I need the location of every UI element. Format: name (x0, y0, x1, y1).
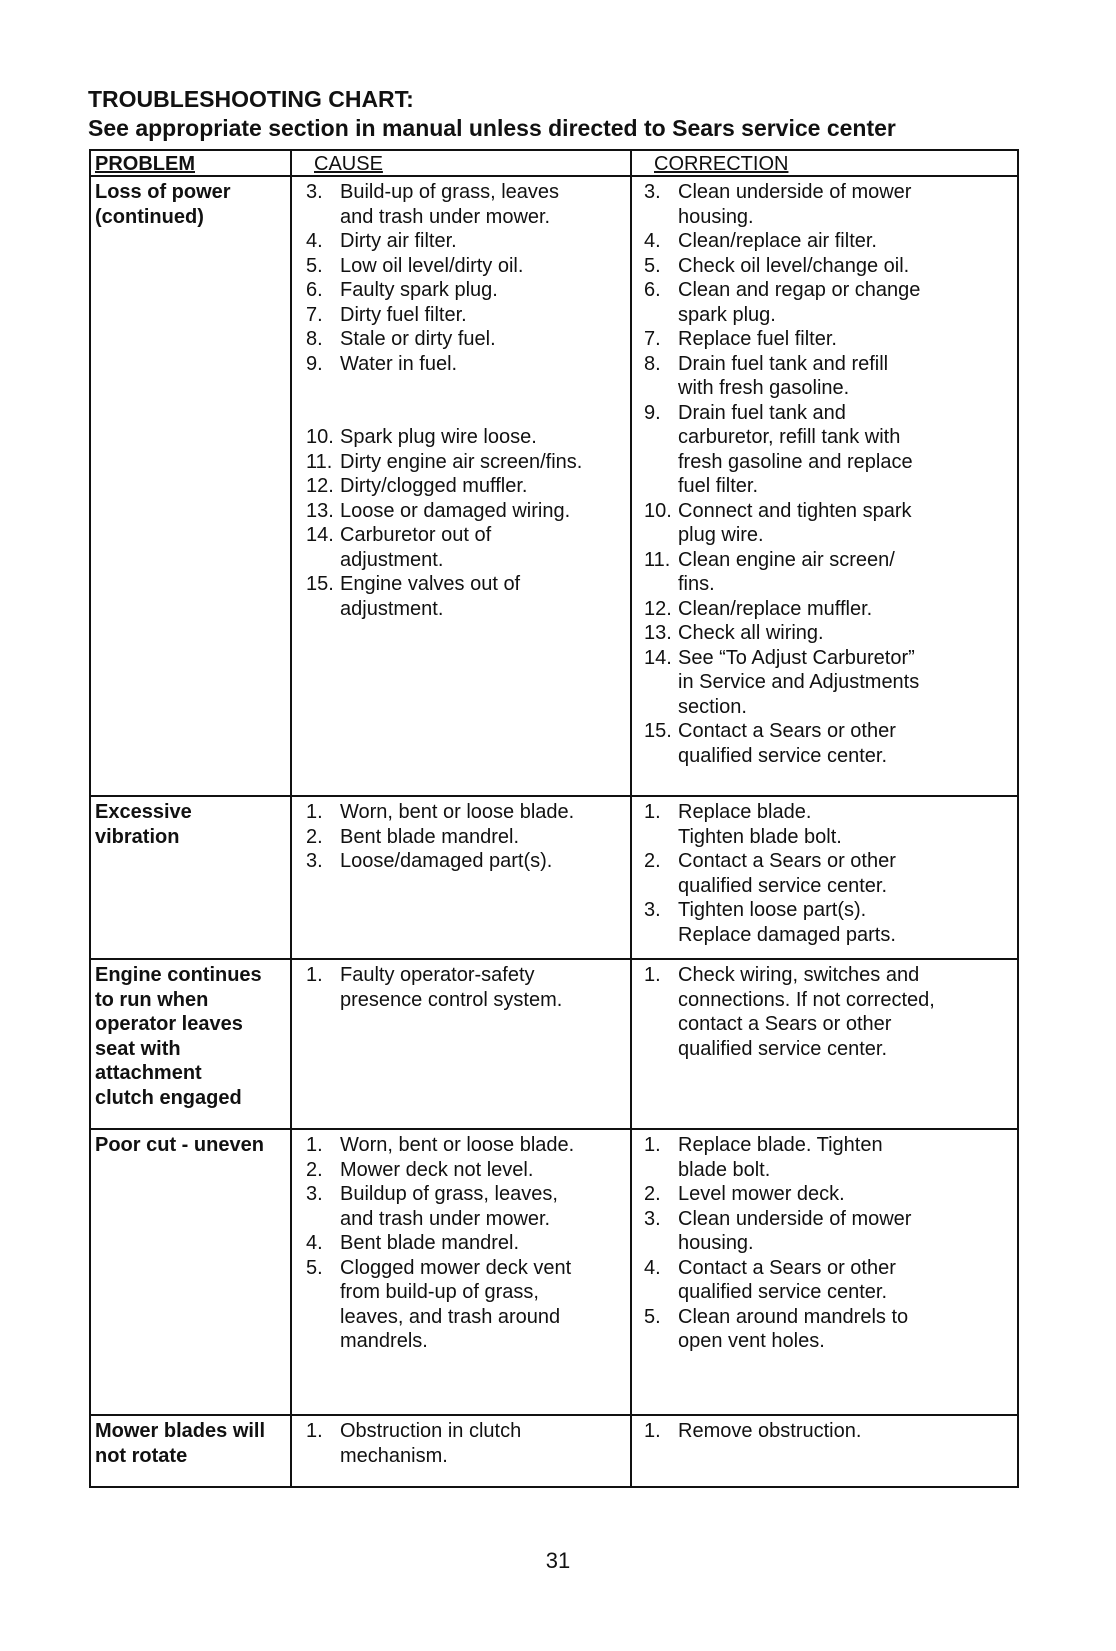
cause-list (306, 800, 626, 874)
correction-item-number: 12. (644, 597, 672, 620)
header-cause: CAUSE (291, 150, 631, 176)
cause-item-number: 2. (306, 825, 323, 848)
cause-item-text: Worn, bent or loose blade. (340, 1134, 575, 1156)
correction-item (644, 499, 1013, 548)
correction-list (644, 800, 1013, 947)
correction-item-text: Drain fuel tank and refill with fresh gasoline. (678, 352, 889, 399)
correction-item-number: 1. (644, 964, 661, 986)
cause-item (306, 499, 626, 524)
cause-item-number: 4. (306, 1232, 323, 1254)
correction-item (644, 1182, 1013, 1207)
table-header-row (90, 150, 1018, 176)
correction-list (644, 1419, 1013, 1444)
cause-item-number: 5. (306, 254, 323, 277)
cause-item-text: Dirty/clogged muffler. (340, 475, 528, 497)
problem-cell (90, 1129, 291, 1415)
cause-list (306, 1133, 626, 1354)
table-body (90, 176, 1018, 1487)
correction-item-number: 1. (644, 1420, 661, 1442)
correction-item (644, 229, 1013, 254)
correction-item-number: 15. (644, 720, 672, 742)
correction-item (644, 597, 1013, 622)
correction-item-text: Drain fuel tank and carburetor, refill tank with fresh gasoline and replace fuel filter. (678, 401, 913, 497)
cause-item-text: Obstruction in clutch mechanism. (340, 1420, 522, 1467)
cause-item-text: Water in fuel. (340, 352, 458, 375)
cause-item (306, 825, 626, 850)
problem-label: Excessive vibration (95, 801, 192, 848)
cause-cell (291, 959, 631, 1129)
correction-item (644, 849, 1013, 898)
cause-cell (291, 176, 631, 796)
correction-item-text: Check wiring, switches and connections. If not corrected, contact a Sears or other qualified service center. (678, 964, 935, 1060)
cause-item (306, 1419, 626, 1468)
correction-item-text: Clean around mandrels to open vent holes. (678, 1305, 909, 1352)
correction-item (644, 1256, 1013, 1305)
correction-item-text: Clean and regap or change spark plug. (678, 279, 921, 326)
correction-item (644, 401, 1013, 499)
cause-item-text: Dirty fuel filter. (340, 303, 467, 326)
table-row (90, 959, 1018, 1129)
table-row (90, 796, 1018, 959)
problem-cell (90, 1415, 291, 1487)
correction-item-text: Remove obstruction. (678, 1420, 862, 1442)
problem-cell (90, 176, 291, 796)
cause-item-number: 2. (306, 1158, 323, 1181)
cause-item-text: Worn, bent or loose blade. (340, 801, 575, 823)
cause-item-text: Dirty air filter. (340, 230, 457, 252)
cause-item (306, 963, 626, 1012)
cause-item (306, 1256, 626, 1354)
cause-item-text: Engine valves out of adjustment. (340, 573, 521, 620)
problem-label: Loss of power (continued) (95, 181, 231, 228)
correction-item (644, 1133, 1013, 1182)
cause-item (306, 303, 626, 328)
cause-item (306, 849, 626, 874)
cause-item-text: Spark plug wire loose. (340, 426, 537, 448)
cause-item (306, 278, 626, 303)
cause-item-text: Clogged mower deck vent from build-up of grass, leaves, and trash around mandrels. (340, 1256, 572, 1352)
correction-list (644, 180, 1013, 768)
correction-item-text: Clean underside of mower housing. (678, 181, 912, 228)
cause-item-text: Bent blade mandrel. (340, 825, 520, 848)
cause-item-text: Mower deck not level. (340, 1158, 534, 1181)
correction-item-text: Level mower deck. (678, 1183, 845, 1205)
cause-item-text: Carburetor out of adjustment. (340, 524, 492, 571)
correction-item-number: 3. (644, 181, 661, 203)
correction-item (644, 278, 1013, 327)
correction-item-text: Clean underside of mower housing. (678, 1207, 912, 1254)
cause-item (306, 1133, 626, 1158)
cause-item-number: 6. (306, 279, 323, 301)
correction-item (644, 1305, 1013, 1354)
correction-item (644, 180, 1013, 229)
correction-item (644, 963, 1013, 1061)
problem-label: Engine continues to run when operator leaves seat with attachment clutch engaged (95, 964, 262, 1109)
cause-item-number: 3. (306, 1183, 323, 1205)
cause-item-number: 14. (306, 524, 334, 546)
correction-item (644, 898, 1013, 947)
cause-cell (291, 796, 631, 959)
correction-item-number: 13. (644, 622, 672, 644)
correction-item-text: Replace fuel filter. (678, 328, 837, 350)
correction-item-text: Replace blade. Tighten blade bolt. (678, 1134, 883, 1181)
cause-cell (291, 1415, 631, 1487)
cause-item-number: 1. (306, 801, 323, 823)
cause-item-number: 5. (306, 1256, 323, 1279)
cause-item-text: Bent blade mandrel. (340, 1232, 520, 1254)
correction-item (644, 621, 1013, 646)
cause-item-text: Stale or dirty fuel. (340, 328, 496, 350)
correction-item (644, 800, 1013, 849)
correction-item-number: 14. (644, 646, 672, 669)
cause-item-number: 13. (306, 499, 334, 522)
page-subtitle: See appropriate section in manual unless directed to Sears service center (88, 115, 896, 141)
correction-item-number: 6. (644, 279, 661, 301)
cause-item (306, 327, 626, 352)
correction-list (644, 1133, 1013, 1354)
cause-item (306, 180, 626, 229)
cause-list (306, 963, 626, 1012)
correction-item-text: Clean engine air screen/ fins. (678, 548, 895, 595)
correction-item-number: 7. (644, 328, 661, 350)
cause-item (306, 450, 626, 475)
header-correction: CORRECTION (631, 150, 1018, 176)
correction-item-text: Check oil level/change oil. (678, 254, 910, 277)
page-number: 31 (545, 1548, 571, 1573)
correction-item-number: 10. (644, 499, 672, 522)
correction-item (644, 1207, 1013, 1256)
cause-list (306, 180, 626, 621)
cause-item-number: 1. (306, 964, 323, 986)
cause-item-text: Buildup of grass, leaves, and trash under mower. (340, 1183, 558, 1230)
correction-cell (631, 176, 1018, 796)
correction-item-number: 2. (644, 850, 661, 872)
correction-item-number: 8. (644, 352, 661, 375)
cause-item (306, 800, 626, 825)
cause-item-text: Low oil level/dirty oil. (340, 254, 524, 277)
correction-item-number: 11. (644, 548, 671, 571)
cause-item-number: 7. (306, 303, 323, 326)
table-row (90, 1415, 1018, 1487)
cause-item (306, 1231, 626, 1256)
cause-item (306, 474, 626, 499)
correction-item (644, 646, 1013, 720)
cause-item-text: Faulty spark plug. (340, 279, 498, 301)
page-title: TROUBLESHOOTING CHART: (88, 86, 414, 112)
cause-item-number: 11. (306, 450, 333, 473)
cause-item (306, 1182, 626, 1231)
correction-item (644, 352, 1013, 401)
cause-item (306, 229, 626, 254)
cause-item (306, 254, 626, 279)
correction-item-number: 9. (644, 401, 661, 424)
correction-item-number: 3. (644, 899, 661, 921)
correction-item-text: Contact a Sears or other qualified service center. (678, 720, 896, 767)
problem-label: Mower blades will not rotate (95, 1420, 266, 1467)
cause-item-text: Faulty operator-safety presence control system. (340, 964, 563, 1011)
cause-item (306, 352, 626, 426)
correction-item-text: Contact a Sears or other qualified service center. (678, 850, 896, 897)
table-row (90, 176, 1018, 796)
correction-cell (631, 796, 1018, 959)
table-row (90, 1129, 1018, 1415)
cause-item-text: Build-up of grass, leaves and trash under mower. (340, 181, 560, 228)
cause-item-number: 1. (306, 1420, 323, 1442)
cause-item-number: 9. (306, 352, 323, 375)
correction-item-text: Connect and tighten spark plug wire. (678, 499, 912, 546)
cause-list (306, 1419, 626, 1468)
correction-item (644, 1419, 1013, 1444)
cause-item (306, 523, 626, 572)
cause-cell (291, 1129, 631, 1415)
cause-item-number: 8. (306, 328, 323, 350)
correction-item-number: 3. (644, 1207, 661, 1230)
correction-item-number: 2. (644, 1183, 661, 1205)
correction-item (644, 719, 1013, 768)
cause-item-text: Loose/damaged part(s). (340, 850, 553, 872)
correction-item-number: 5. (644, 254, 661, 277)
correction-item (644, 327, 1013, 352)
correction-item-number: 1. (644, 801, 661, 823)
correction-item-number: 5. (644, 1305, 661, 1328)
correction-item-text: Tighten loose part(s). Replace damaged parts. (678, 899, 896, 946)
cause-item-number: 3. (306, 850, 323, 872)
correction-item-text: Contact a Sears or other qualified service center. (678, 1256, 896, 1303)
correction-item-number: 4. (644, 1256, 661, 1279)
correction-cell (631, 1415, 1018, 1487)
correction-item-text: Replace blade. Tighten blade bolt. (678, 801, 842, 848)
cause-item-number: 4. (306, 230, 323, 252)
problem-cell (90, 796, 291, 959)
correction-cell (631, 1129, 1018, 1415)
correction-item-number: 1. (644, 1134, 661, 1156)
cause-item-number: 12. (306, 475, 334, 497)
cause-item-text: Loose or damaged wiring. (340, 499, 571, 522)
correction-item-text: See “To Adjust Carburetor” in Service and Adjustments section. (678, 646, 920, 718)
troubleshooting-table (89, 149, 1019, 1488)
correction-item-text: Clean/replace muffler. (678, 597, 873, 620)
problem-label: Poor cut - uneven (95, 1134, 264, 1156)
cause-item-text: Dirty engine air screen/fins. (340, 450, 583, 473)
cause-item-number: 1. (306, 1134, 323, 1156)
cause-item (306, 572, 626, 621)
cause-item (306, 1158, 626, 1183)
correction-item-text: Clean/replace air filter. (678, 230, 877, 252)
header-problem: PROBLEM (90, 150, 291, 176)
cause-item-number: 15. (306, 573, 334, 595)
correction-list (644, 963, 1013, 1061)
correction-item-text: Check all wiring. (678, 622, 824, 644)
correction-cell (631, 959, 1018, 1129)
correction-item (644, 548, 1013, 597)
cause-item (306, 425, 626, 450)
cause-item-number: 10. (306, 426, 334, 448)
problem-cell (90, 959, 291, 1129)
correction-item (644, 254, 1013, 279)
cause-item-number: 3. (306, 181, 323, 203)
correction-item-number: 4. (644, 230, 661, 252)
